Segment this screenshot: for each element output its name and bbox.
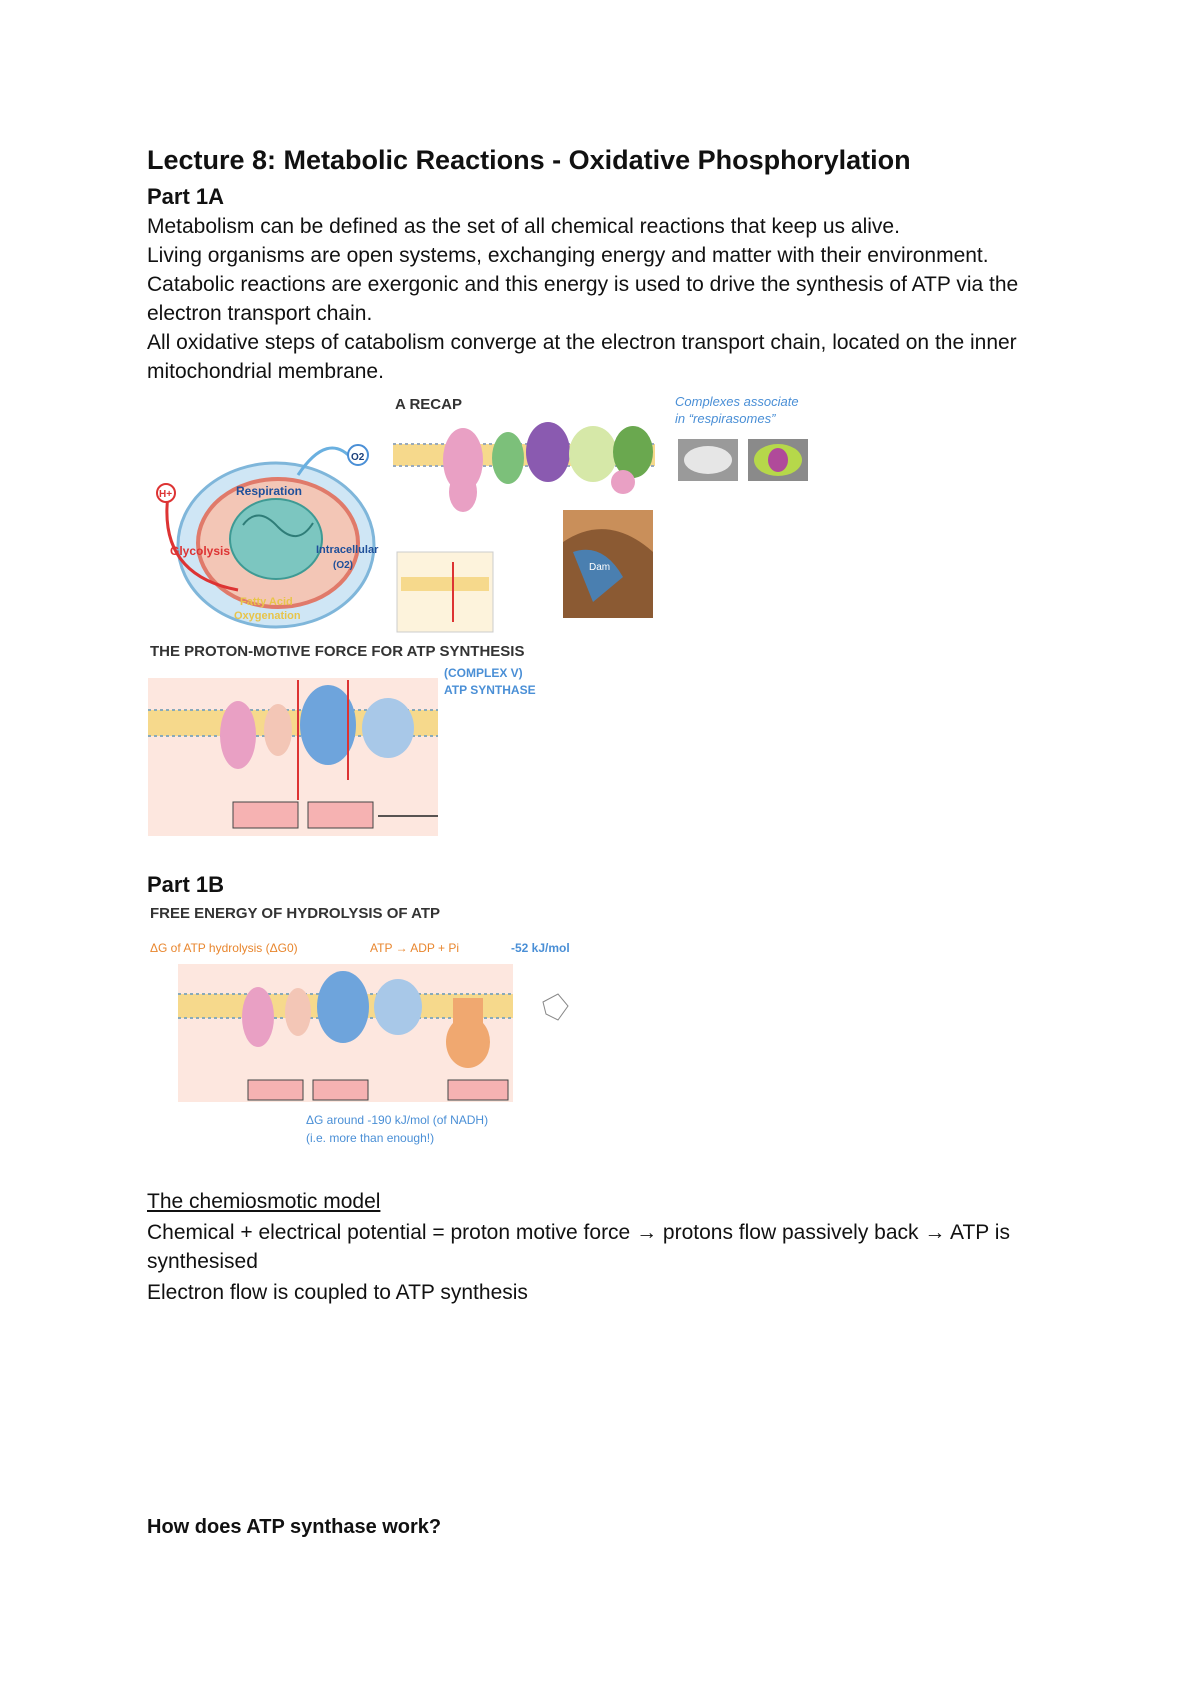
- complex-v-label: (COMPLEX V): [444, 666, 523, 680]
- reaction-label: ATP → ADP + Pi: [370, 941, 460, 955]
- proton-motive-figure: [148, 640, 548, 840]
- chemiosmotic-section: [147, 1187, 1067, 1307]
- ie-label: (i.e. more than enough!): [306, 1131, 435, 1145]
- recap-title: A RECAP: [395, 396, 462, 413]
- dg-label: ΔG of ATP hydrolysis (ΔG0): [150, 941, 298, 955]
- free-energy-figure: [148, 902, 598, 1152]
- chemiosmotic-line-1: Chemical + electrical potential = proton motive force → protons flow passively back → ATP is synthesised: [147, 1221, 1010, 1273]
- o2-paren-label: (O2): [333, 560, 353, 571]
- respirasome-text-2: in “respirasomes”: [675, 411, 776, 426]
- paragraph: Metabolism can be defined as the set of all chemical reactions that keep us alive.: [147, 215, 900, 238]
- paragraph: Living organisms are open systems, exchanging energy and matter with their environment.: [147, 244, 989, 267]
- intracellular-label: Intracellular: [316, 544, 379, 556]
- part-1b-heading: Part 1B: [147, 872, 225, 897]
- cell-respiration-figure: [148, 435, 388, 635]
- atp-synthase-question: How does ATP synthase work?: [147, 1516, 442, 1538]
- pmf-title: THE PROTON-MOTIVE FORCE FOR ATP SYNTHESIS: [150, 643, 525, 660]
- atp-synthase-label: ATP SYNTHASE: [444, 683, 536, 697]
- part-1a-heading: Part 1A: [147, 184, 225, 209]
- glycolysis-label: Glycolysis: [170, 544, 231, 558]
- h-label: H+: [159, 489, 173, 500]
- page-title: Lecture 8: Metabolic Reactions - Oxidative Phosphorylation: [147, 145, 911, 175]
- fatty-acid-label: Fatty Acid: [240, 596, 293, 608]
- dam-label: Dam: [589, 562, 611, 573]
- paragraph: All oxidative steps of catabolism converge at the electron transport chain, located on the inner mitochondrial membrane.: [147, 331, 1017, 383]
- paragraph: Catabolic reactions are exergonic and this energy is used to drive the synthesis of ATP via the electron transport chain.: [147, 273, 1019, 325]
- oxygenation-label: Oxygenation: [234, 610, 301, 622]
- free-energy-title: FREE ENERGY OF HYDROLYSIS OF ATP: [150, 905, 441, 922]
- chemiosmotic-heading: The chemiosmotic model: [147, 1190, 381, 1213]
- respirasome-text-1: Complexes associate: [675, 394, 799, 409]
- dg-nadh-label: ΔG around -190 kJ/mol (of NADH): [306, 1113, 489, 1127]
- respiration-label: Respiration: [236, 484, 303, 498]
- recap-figure: [393, 392, 838, 642]
- o2-label: O2: [351, 452, 365, 463]
- dg-value: -52 kJ/mol: [511, 941, 570, 955]
- part-1a-body: [147, 212, 1067, 386]
- chemiosmotic-line-2: Electron flow is coupled to ATP synthesis: [147, 1281, 528, 1304]
